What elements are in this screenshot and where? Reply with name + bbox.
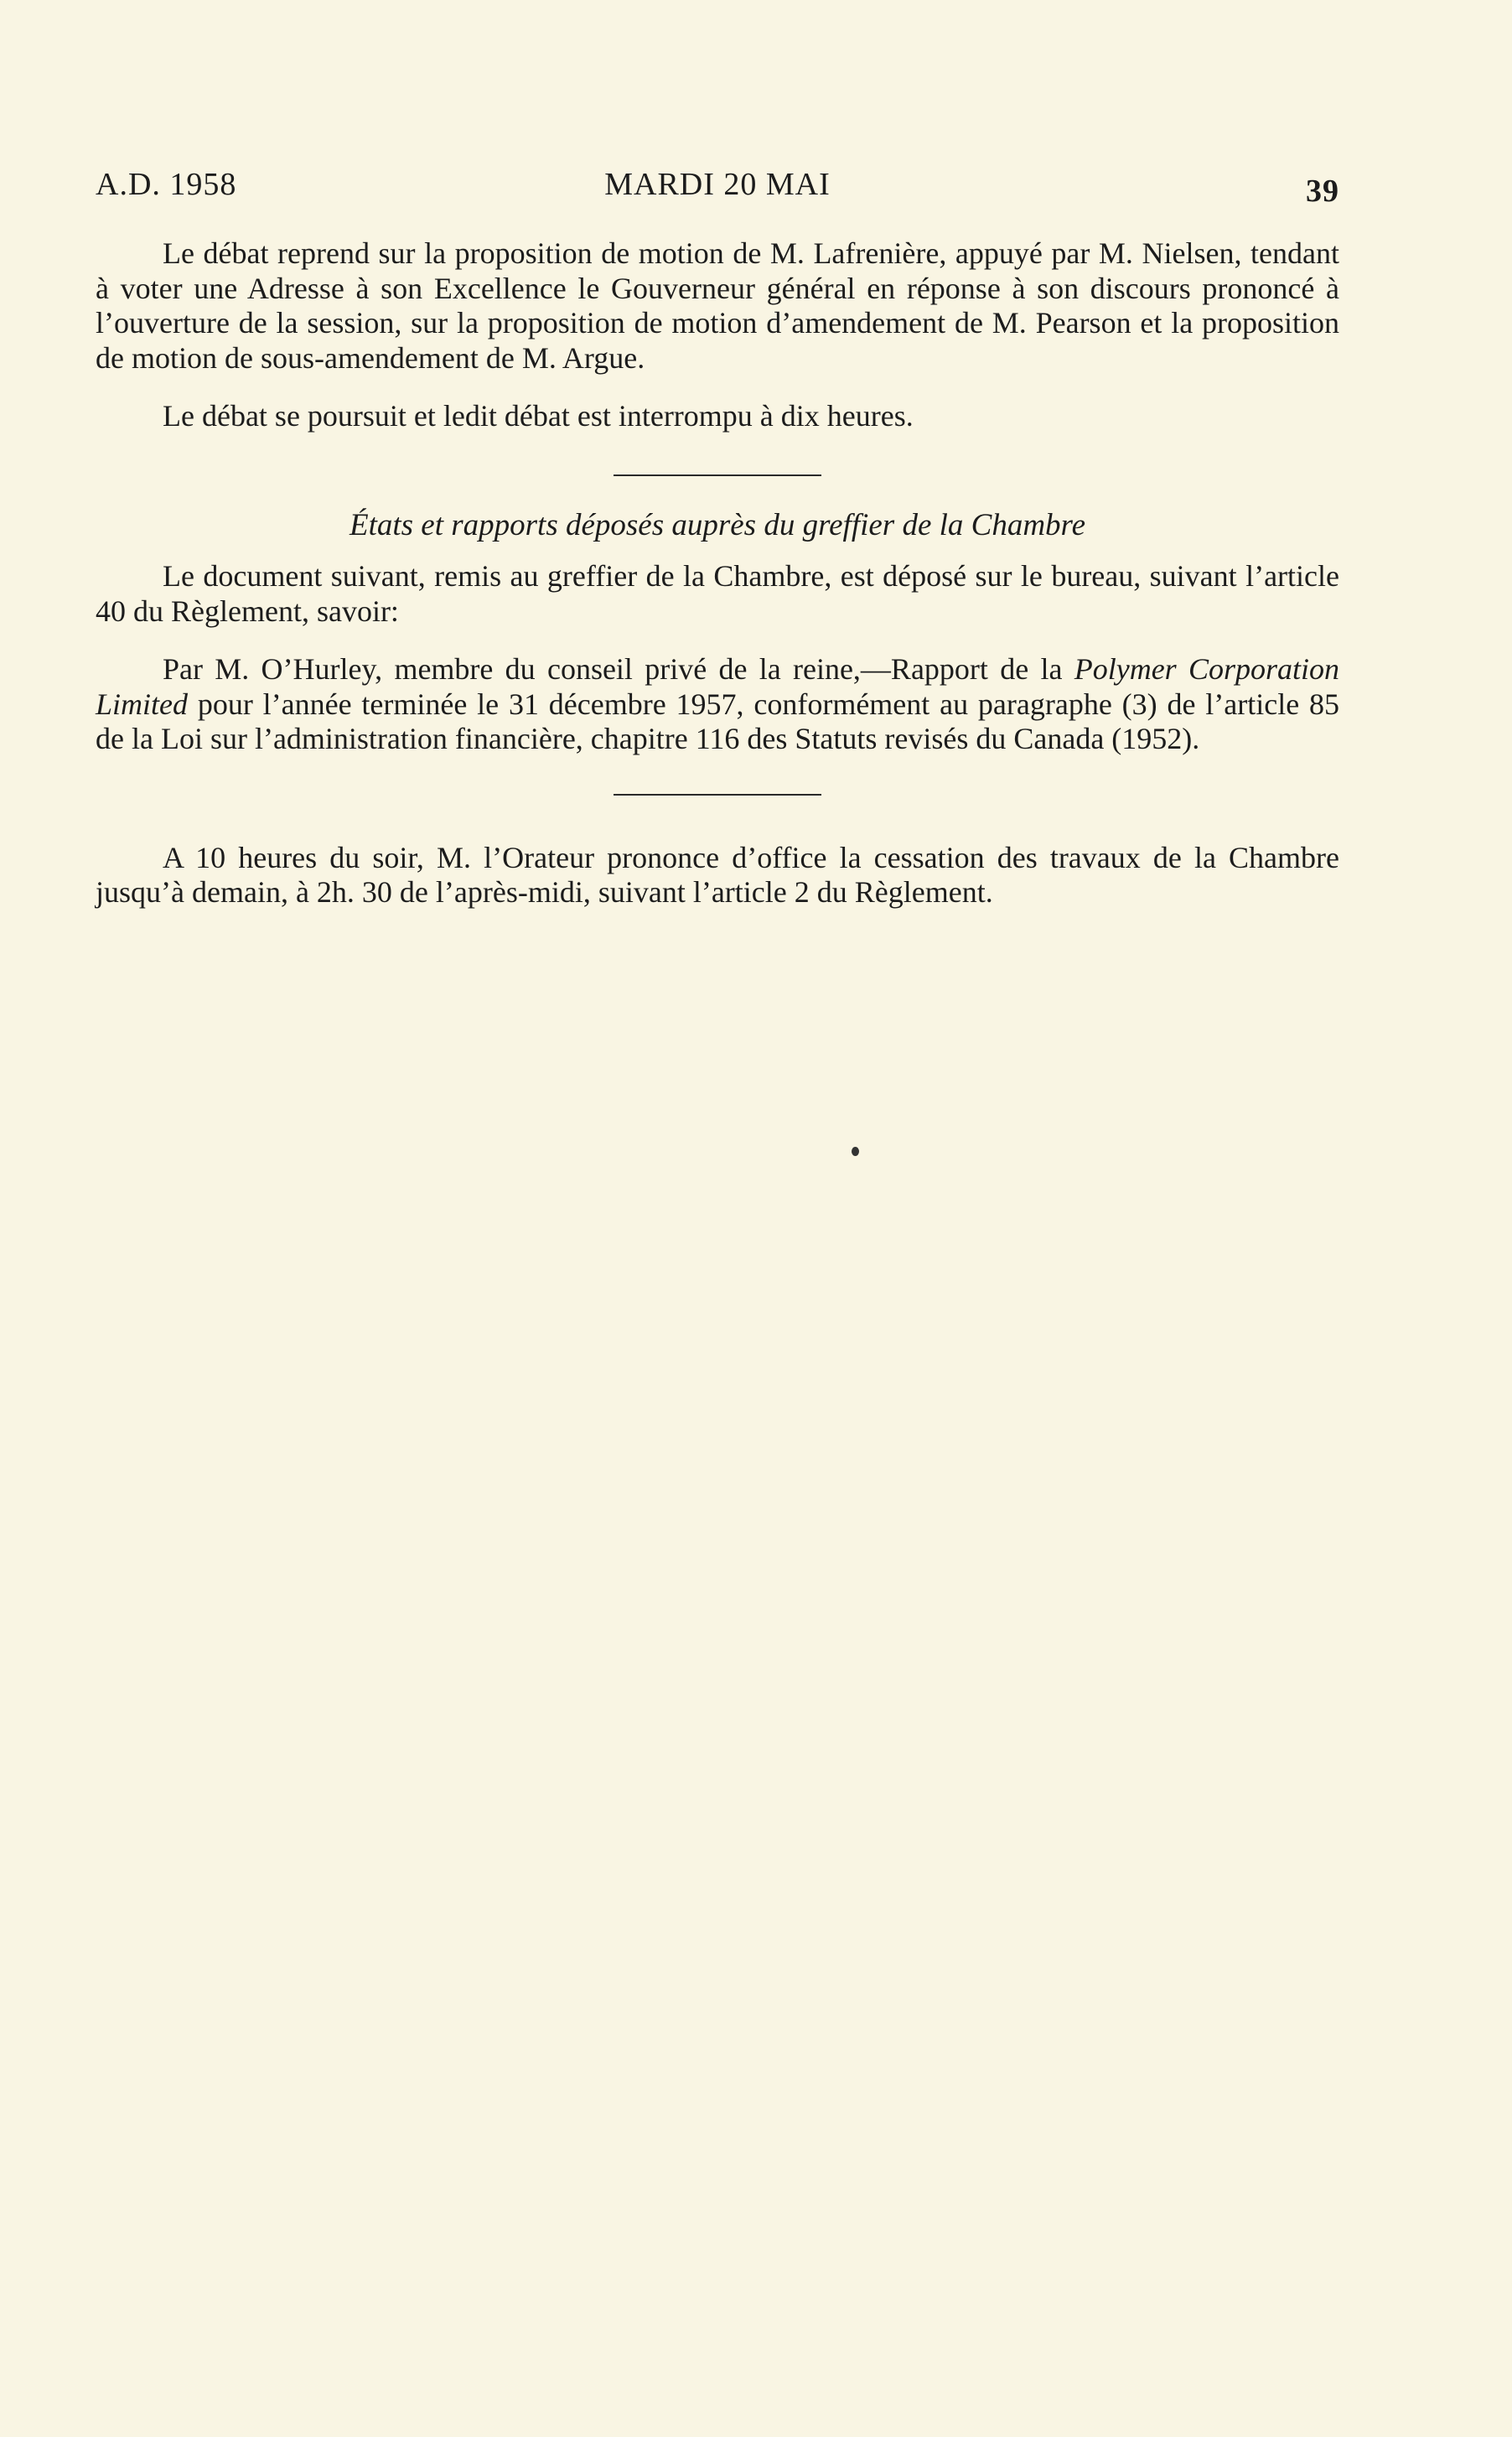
section-divider	[614, 794, 821, 796]
running-header	[96, 166, 1339, 209]
report-text-start: Par M. O’Hurley, membre du conseil privé de la reine,—Rapport de la	[163, 652, 1074, 686]
section-divider	[614, 474, 821, 476]
report-text-end: pour l’année terminée le 31 décembre 1957, conformément au paragraphe (3) de l’article 85 de la Loi sur l’administration financière, chapitre 116 des Statuts revisés du Canada (1952).	[96, 687, 1339, 755]
header-date: MARDI 20 MAI	[604, 167, 831, 202]
paragraph-document-tabled: Le document suivant, remis au greffier de la Chambre, est déposé sur le bureau, suivant l’article 40 du Règlement, savoir:	[96, 559, 1339, 628]
page-number: 39	[1306, 174, 1339, 209]
section-title: États et rapports déposés auprès du greffier de la Chambre	[349, 507, 1085, 542]
paragraph-adjournment: A 10 heures du soir, M. l’Orateur prononce d’office la cessation des travaux de la Chambre jusqu’à demain, à 2h. 30 de l’après-midi, suivant l’article 2 du Règlement.	[96, 840, 1339, 909]
header-year: A.D. 1958	[96, 167, 237, 202]
report-company-name: Polymer Corporation Limited	[96, 652, 1339, 721]
paragraph-debate-resumes: Le débat reprend sur la proposition de motion de M. Lafrenière, appuyé par M. Nielsen, tendant à voter une Adresse à son Excellence le Gouverneur général en réponse à son discours prononcé à l’ouverture de la session, sur la proposition de motion d’amendement de M. Pearson et la proposition de motion de sous-amendement de M. Argue.	[96, 236, 1339, 375]
ink-speck	[852, 1147, 859, 1156]
paragraph-report	[96, 652, 1339, 757]
paragraph-debate-interrupted: Le débat se poursuit et ledit débat est interrompu à dix heures.	[163, 399, 914, 433]
page-body	[96, 236, 1339, 910]
